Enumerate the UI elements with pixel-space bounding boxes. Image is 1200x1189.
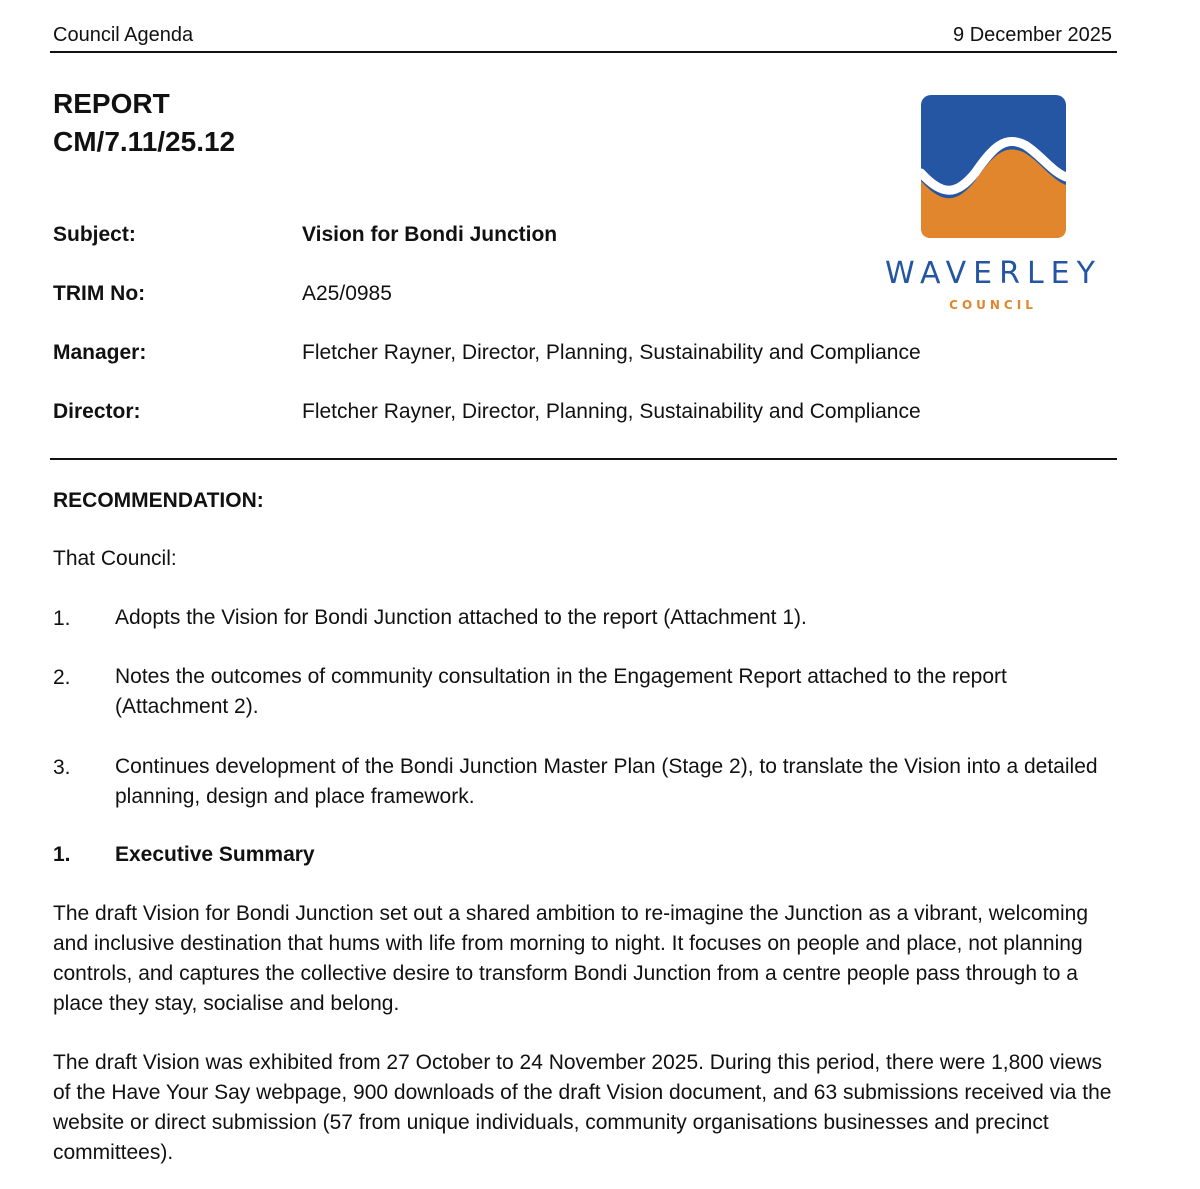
report-label: REPORT xyxy=(53,88,170,119)
item-number: 1. xyxy=(53,607,71,630)
recommendation-item: Notes the outcomes of community consultation in the Engagement Report attached to the report (Attachment 2). xyxy=(115,665,1007,718)
summary-paragraph-2: The draft Vision was exhibited from 27 October to 24 November 2025. During this period, there were 1,800 views of the Have Your Say webpage, 900 downloads of the draft Vision document, and 63 submissions received via the website or direct submission (57 from unique individuals, community organisations businesses and precinct committees). xyxy=(53,1051,1112,1164)
header-date: 9 December 2025 xyxy=(953,24,1112,46)
subject-value: Vision for Bondi Junction xyxy=(302,223,558,246)
recommendation-heading: RECOMMENDATION: xyxy=(53,489,264,512)
item-number: 3. xyxy=(53,756,71,779)
recommendation-item: Continues development of the Bondi Junction Master Plan (Stage 2), to translate the Vision into a detailed planning, design and place framework. xyxy=(115,755,1098,808)
trim-value: A25/0985 xyxy=(302,282,392,305)
recommendation-intro: That Council: xyxy=(53,547,177,570)
recommendation-item: Adopts the Vision for Bondi Junction attached to the report (Attachment 1). xyxy=(115,606,807,629)
director-label: Director: xyxy=(53,400,141,423)
director-value: Fletcher Rayner, Director, Planning, Sustainability and Compliance xyxy=(302,400,921,423)
trim-label: TRIM No: xyxy=(53,282,146,305)
section-divider xyxy=(50,458,1117,460)
section-title: Executive Summary xyxy=(115,843,315,866)
logo-subtitle: COUNCIL xyxy=(949,298,1037,312)
manager-label: Manager: xyxy=(53,341,147,364)
header-agenda-title: Council Agenda xyxy=(53,24,194,46)
logo-wordmark: WAVERLEY xyxy=(885,256,1102,291)
subject-label: Subject: xyxy=(53,223,136,246)
summary-paragraph-1: The draft Vision for Bondi Junction set out a shared ambition to re-imagine the Junction as a vibrant, welcoming and inclusive destination that hums with life from morning to night. It focuses on people and place, not planning controls, and captures the collective desire to transform Bondi Junction from a centre people pass through to a place they stay, socialise and belong. xyxy=(53,902,1089,1015)
report-number: CM/7.11/25.12 xyxy=(53,126,236,157)
manager-value: Fletcher Rayner, Director, Planning, Sustainability and Compliance xyxy=(302,341,921,364)
header-divider xyxy=(50,51,1117,53)
item-number: 2. xyxy=(53,666,71,689)
section-number: 1. xyxy=(53,843,71,866)
